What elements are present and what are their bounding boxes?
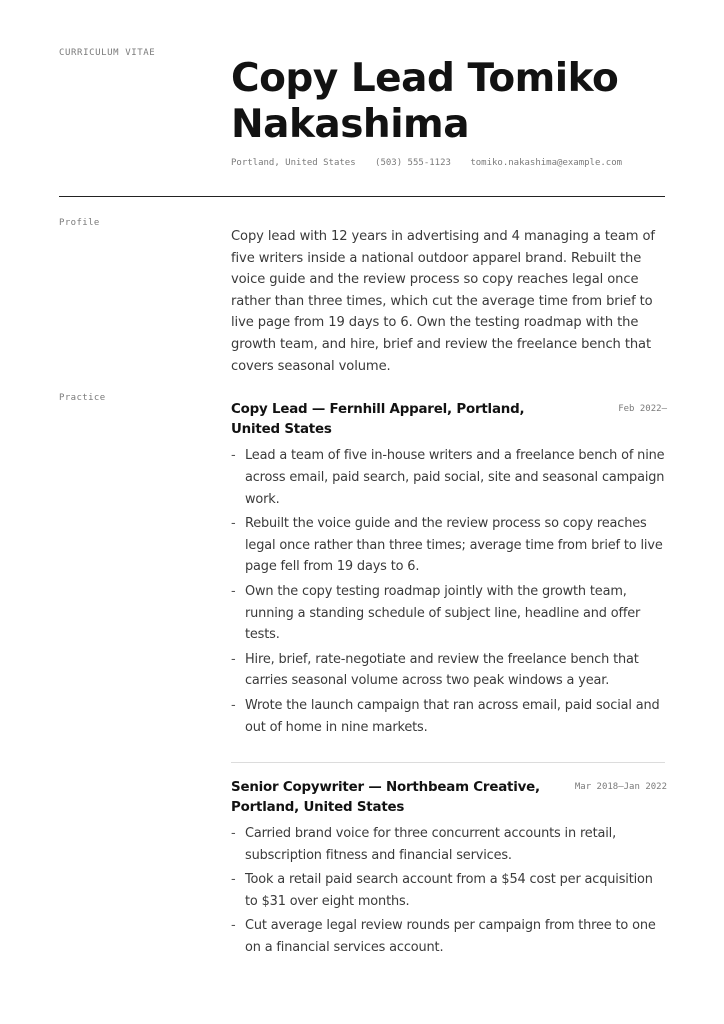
profile-summary: Copy lead with 12 years in advertising and 4 managing a team of five writers inside a national outdoor apparel brand. Rebuilt the voice guide and the review process so copy reaches legal once rather than three times, which cut the average time from brief to live page from 19 days to 6. Own the testing roadmap with the growth team, and hire, brief and review the freelance bench that covers seasonal volume. xyxy=(231,229,655,374)
contact-phone: (503) 555-1123 xyxy=(375,158,451,168)
contact-email: tomiko.nakashima@example.com xyxy=(470,158,623,168)
bullet-dash: - xyxy=(231,918,236,934)
bullet-item: - Carried brand voice for three concurrent accounts in retail, subscription fitness and financial services. xyxy=(231,823,667,867)
candidate-name: Copy Lead Tomiko Nakashima xyxy=(231,56,619,147)
bullet-dash: - xyxy=(231,826,236,841)
role-title: Copy Lead — Fernhill Apparel, Portland, United States xyxy=(231,402,525,437)
bullet-item: - Wrote the launch campaign that ran across email, paid social and out of home in nine markets. xyxy=(231,695,667,739)
bullet-item: - Own the copy testing roadmap jointly with the growth team, running a standing schedule of subject line, headline and offer tests. xyxy=(231,581,667,646)
bullet-item: - Took a retail paid search account from a $54 cost per acquisition to $31 over eight months. xyxy=(231,869,667,913)
section-label-profile: Profile xyxy=(59,218,100,228)
role-entry-northbeam xyxy=(231,778,667,959)
contact-line xyxy=(231,158,636,168)
bullet-dash: - xyxy=(231,651,236,667)
role-dates: Mar 2018–Jan 2022 xyxy=(574,782,667,792)
role-title: Senior Copywriter — Northbeam Creative, Portland, United States xyxy=(231,780,540,815)
document-eyebrow: CURRICULUM VITAE xyxy=(59,48,156,58)
role-bullets xyxy=(231,823,667,959)
role-header xyxy=(231,778,667,818)
bullet-dash: - xyxy=(231,515,236,531)
bullet-dash: - xyxy=(231,872,236,888)
section-label-practice: Practice xyxy=(59,393,106,403)
bullet-dash: - xyxy=(231,697,236,713)
role-bullets xyxy=(231,445,667,738)
bullet-dash: - xyxy=(231,583,236,599)
role-entry-fernhill xyxy=(231,400,667,738)
bullet-dash: - xyxy=(231,448,236,463)
header-divider xyxy=(59,196,665,197)
bullet-item: - Hire, brief, rate-negotiate and review the freelance bench that carries seasonal volume across two peak windows a year. xyxy=(231,649,667,693)
contact-location: Portland, United States xyxy=(231,158,356,168)
role-header xyxy=(231,400,667,440)
bullet-item: - Rebuilt the voice guide and the review process so copy reaches legal once rather than three times; average time from brief to live page fell from 19 days to 6. xyxy=(231,513,667,578)
role-divider xyxy=(231,762,665,763)
bullet-item: - Lead a team of five in-house writers and a freelance bench of nine across email, paid search, paid social, site and seasonal campaign work. xyxy=(231,445,667,510)
role-dates: Feb 2022– xyxy=(618,404,667,414)
bullet-item: - Cut average legal review rounds per campaign from three to one on a financial services account. xyxy=(231,915,667,959)
